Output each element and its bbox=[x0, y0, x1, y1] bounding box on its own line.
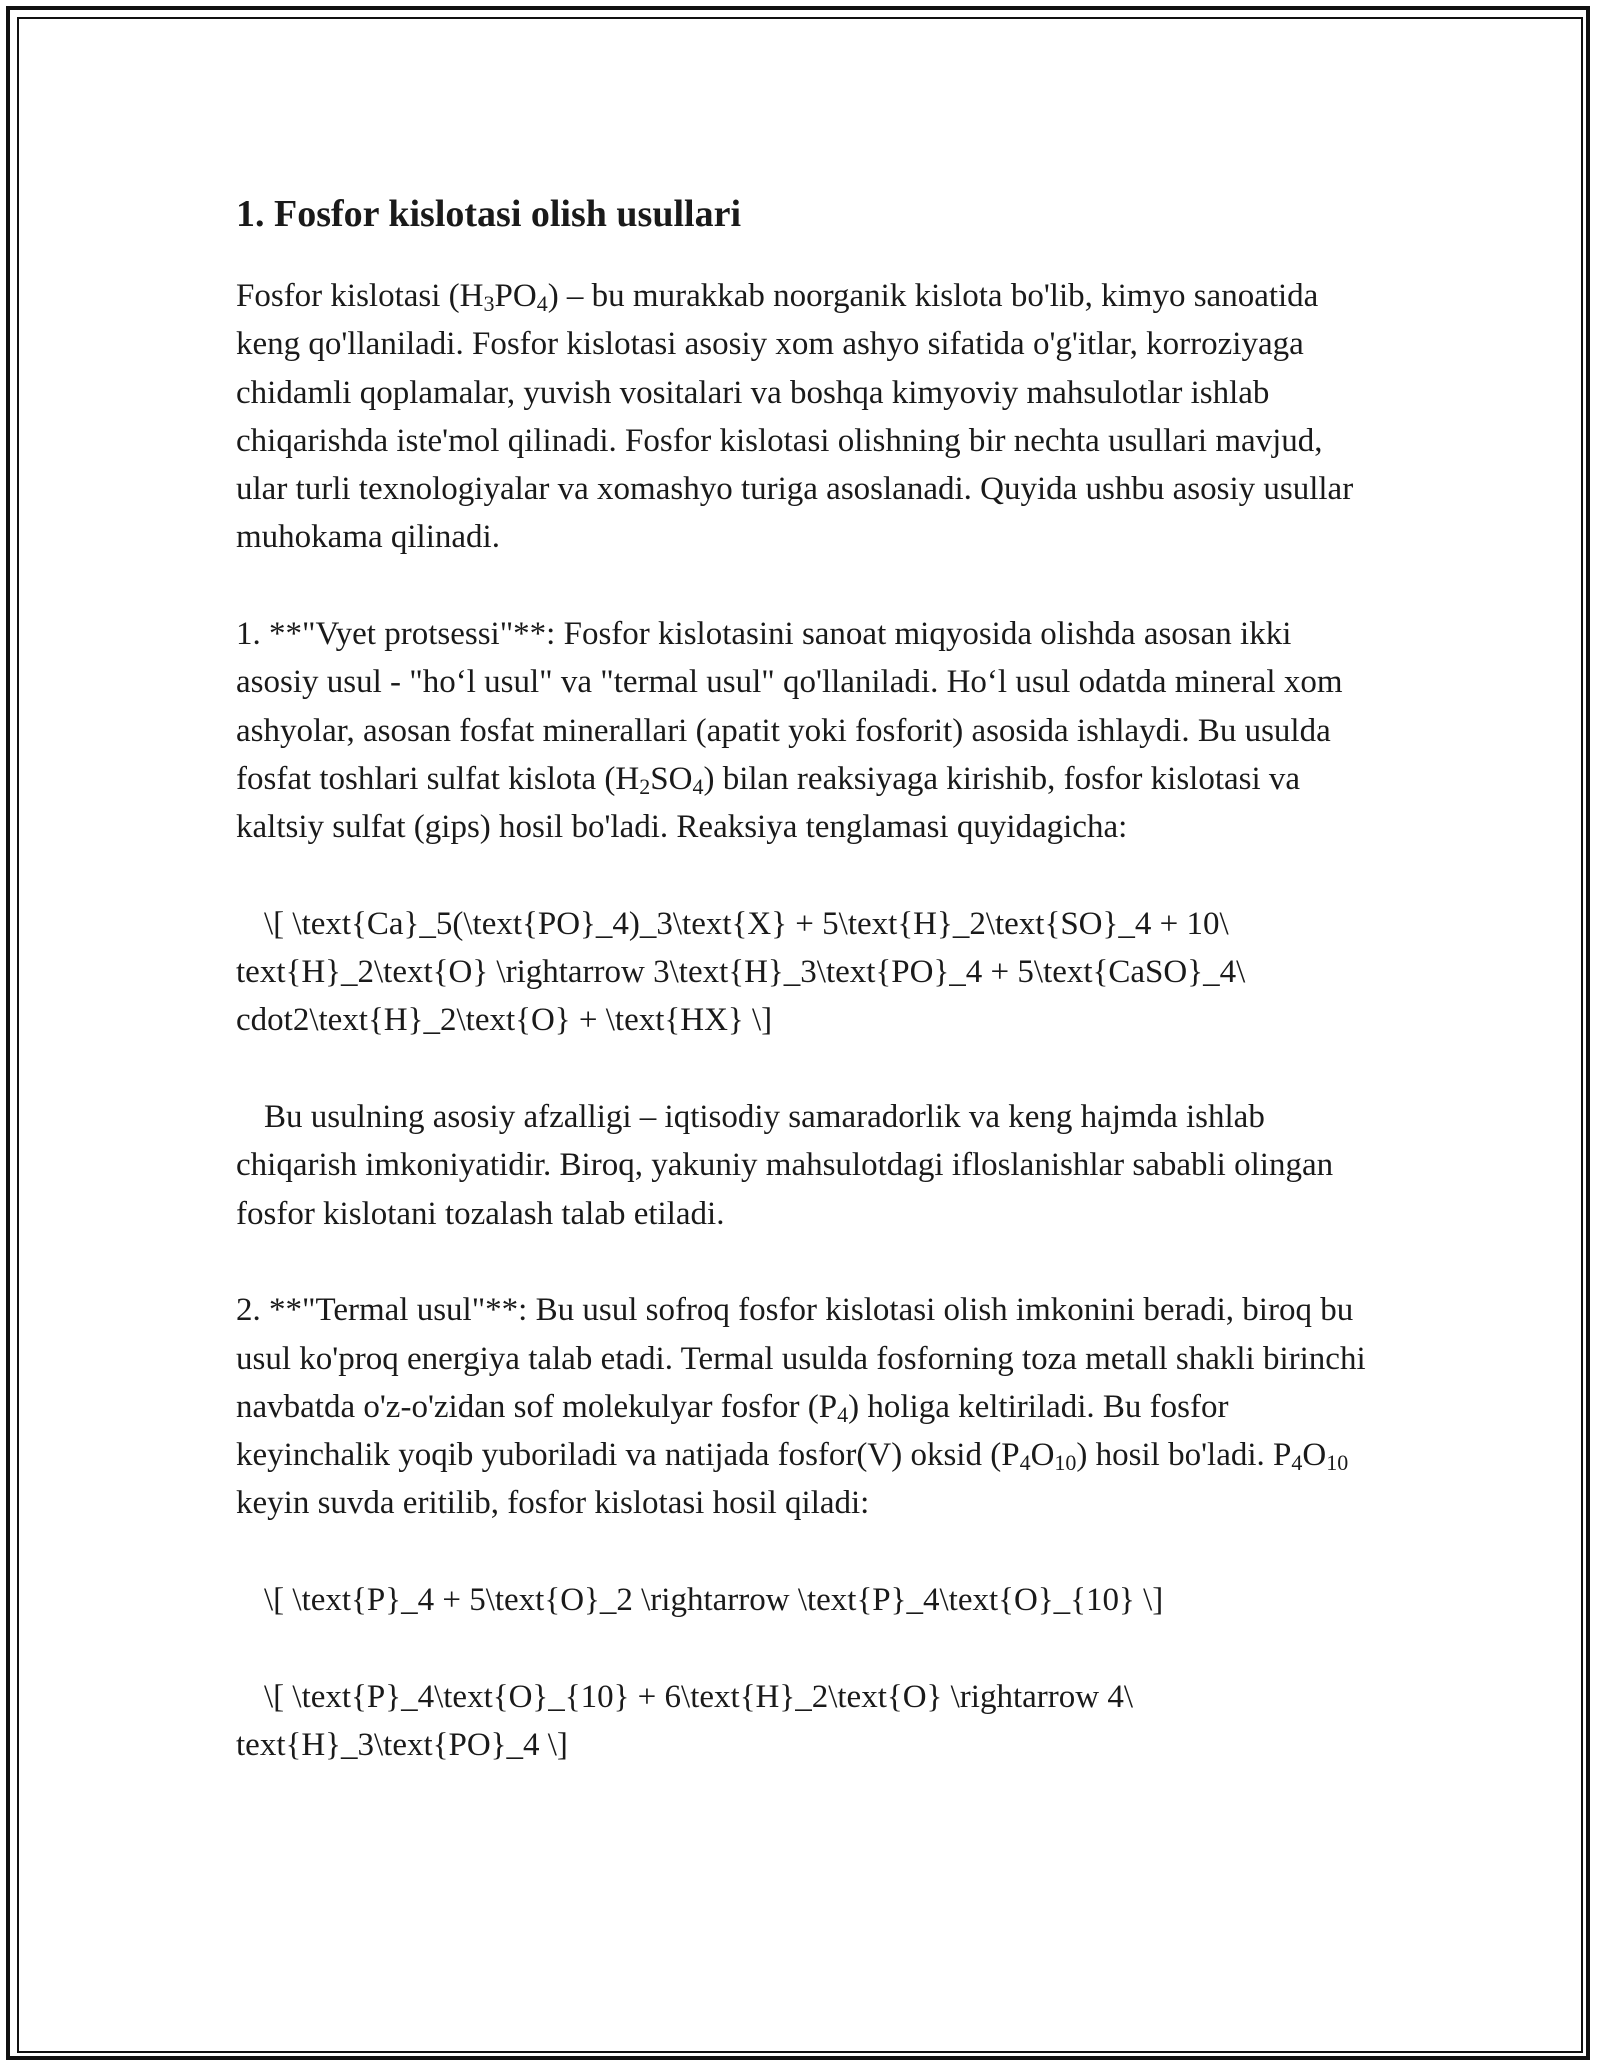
thermal-text-4: ) hosil bo'ladi. P bbox=[1076, 1437, 1292, 1474]
wet-sub-1: 2 bbox=[639, 773, 651, 799]
intro-text-3: ) – bu murakkab noorganik kislota bo'lib, kimyo sanoatida keng qo'llaniladi. Fosfor kislotasi asosiy xom ashyo sifatida o'g'itlar, korroziyaga chidamli qoplamalar, yuvish vositalari va boshqa kimyoviy mahsulotlar ishlab chiqarishda iste'mol qilinadi. Fosfor kislotasi olishning bir nechta usullari mavjud, ular turli texnologiyalar va xomashyo turiga asoslanadi. Quyida ushbu asosiy usullar muhokama qilinadi. bbox=[236, 278, 1354, 556]
thermal-text-5: O bbox=[1302, 1437, 1327, 1474]
thermal-sub-4: 4 bbox=[1291, 1450, 1303, 1476]
intro-text-1: Fosfor kislotasi (H bbox=[236, 278, 484, 314]
thermal-sub-3: 10 bbox=[1054, 1450, 1077, 1476]
wet-text-1: 1. **"Vyet protsessi"**: Fosfor kislotasini sanoat miqyosida olishda asosan ikki asosiy usul - "ho‘l usul" va "termal usul" qo'llaniladi. Ho‘l usul odatda mineral xom ashyolar, asosan fosfat minerallari (apatit yoki fosforit) asosida ishlaydi. Bu usulda fosfat toshlari sulfat kislota (H bbox=[236, 616, 1343, 797]
wet-sub-2: 4 bbox=[692, 773, 704, 799]
intro-paragraph bbox=[236, 272, 1366, 562]
wet-process-formula: \[ \text{Ca}_5(\text{PO}_4)_3\text{X} + 5\text{H}_2\text{SO}_4 + 10\ text{H}_2\text{O} \rightarrow 3\text{H}_3\text{PO}_4 + 5\text{CaSO}_4\ cdot2\text{H}_2\text{O} + \text{HX} \] bbox=[236, 905, 1246, 1039]
wet-process-paragraph bbox=[236, 610, 1366, 851]
document-body bbox=[236, 186, 1366, 1769]
hydration-formula: \[ \text{P}_4\text{O}_{10} + 6\text{H}_2\text{O} \rightarrow 4\ text{H}_3\text{PO}_4 \] bbox=[236, 1678, 1133, 1763]
intro-text-2: PO bbox=[494, 278, 537, 314]
intro-sub-2: 4 bbox=[536, 291, 548, 316]
combustion-formula: \[ \text{P}_4 + 5\text{O}_2 \rightarrow \text{P}_4\text{O}_{10} \] bbox=[264, 1582, 1164, 1619]
thermal-sub-2: 4 bbox=[1019, 1450, 1031, 1476]
intro-sub-1: 3 bbox=[483, 291, 495, 316]
thermal-sub-1: 4 bbox=[837, 1401, 849, 1427]
wet-text-3: ) bilan reaksiyaga kirishib, fosfor kislotasi va kaltsiy sulfat (gips) hosil bo'ladi. Reaksiya tenglamasi quyidagicha: bbox=[236, 760, 1301, 846]
thermal-text-6: keyin suvda eritilib, fosfor kislotasi hosil qiladi: bbox=[236, 1485, 870, 1522]
thermal-process-paragraph bbox=[236, 1286, 1366, 1527]
thermal-text-3: O bbox=[1030, 1437, 1055, 1474]
section-heading: 1. Fosfor kislotasi olish usullari bbox=[236, 193, 742, 235]
thermal-text-1: 2. **"Termal usul"**: Bu usul sofroq fosfor kislotasi olish imkonini beradi, biroq bu usul ko'proq energiya talab etadi. Termal usulda fosforning toza metall shakli birinchi navbatda o'z-o'zidan sof molekulyar fosfor (P bbox=[236, 1292, 1366, 1425]
thermal-sub-5: 10 bbox=[1326, 1450, 1349, 1476]
advantage-paragraph: Bu usulning asosiy afzalligi – iqtisodiy samaradorlik va keng hajmda ishlab chiqarish imkoniyatidir. Biroq, yakuniy mahsulotdagi ifloslanishlar sababli olingan fosfor kislotani tozalash talab etiladi. bbox=[236, 1099, 1334, 1232]
thermal-text-2: ) holiga keltiriladi. Bu fosfor keyinchalik yoqib yuboriladi va natijada fosfor(V) oksid (P bbox=[236, 1388, 1229, 1474]
wet-text-2: SO bbox=[650, 760, 693, 797]
